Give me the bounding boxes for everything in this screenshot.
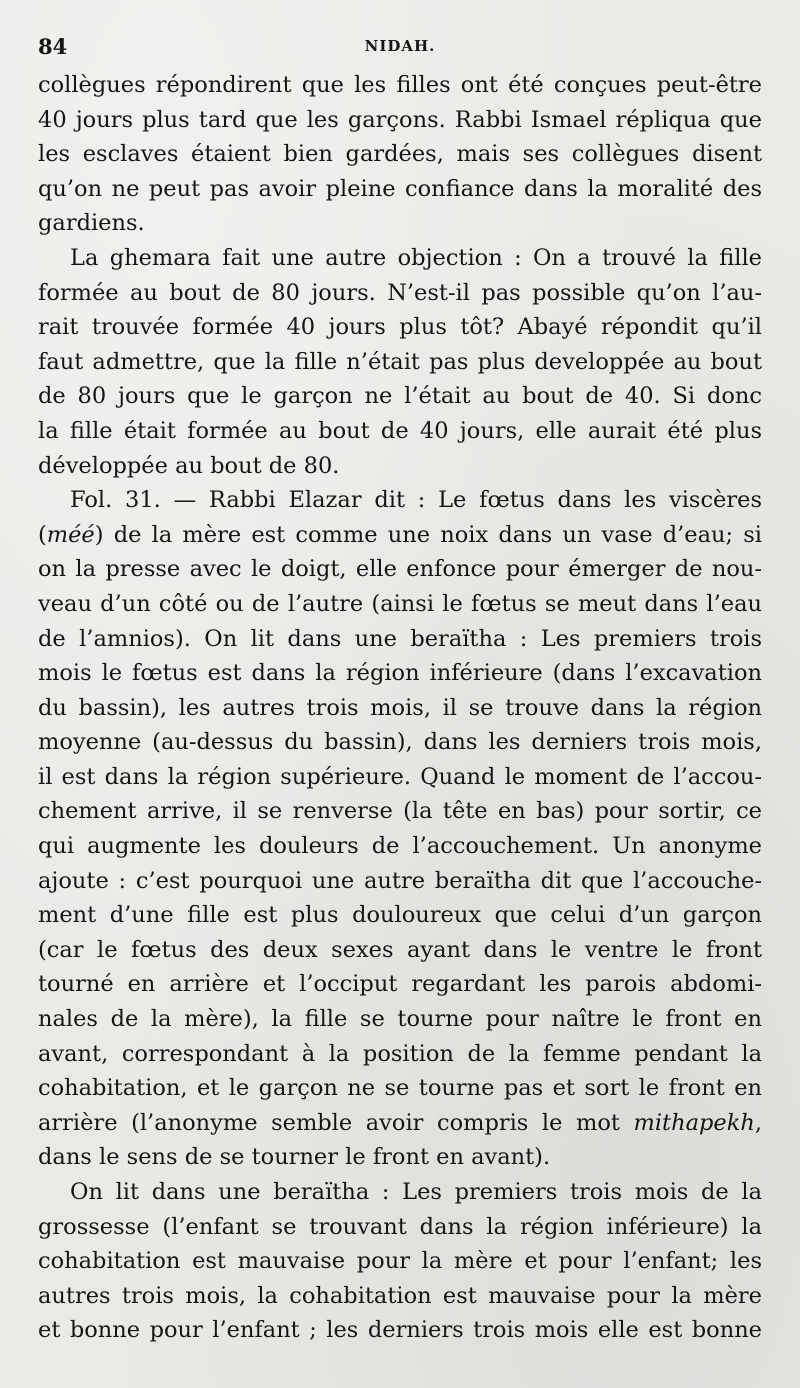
text-line: de l’amnios). On lit dans une beraïtha : Les premiers trois — [38, 625, 762, 652]
text-line: autres trois mois, la cohabitation est mauvaise pour la mère — [38, 1282, 762, 1309]
text-line: on la presse avec le doigt, elle enfonce pour émerger de nou- — [38, 556, 762, 583]
text-line: ajoute : c’est pourquoi une autre beraïtha dit que l’accouche- — [38, 867, 762, 894]
text-line: du bassin), les autres trois mois, il se trouve dans la région — [38, 694, 762, 721]
text-line — [38, 518, 762, 553]
paragraph-start-line: Fol. 31. — Rabbi Elazar dit : Le fœtus dans les viscères — [70, 487, 762, 514]
text-line: (car le fœtus des deux sexes ayant dans le ventre le front — [38, 936, 762, 963]
text-line: collègues répondirent que les filles ont été conçues peut-être — [38, 72, 762, 98]
text-line: qui augmente les douleurs de l’accouchement. Un anonyme — [38, 833, 762, 860]
text-line: rait trouvée formée 40 jours plus tôt? Abayé répondit qu’il — [38, 314, 762, 341]
text-line: dans le sens de se tourner le front en avant). — [38, 1144, 551, 1171]
italic-term: mithapekh — [633, 1109, 755, 1136]
text-line: veau d’un côté ou de l’autre (ainsi le fœtus se meut dans l’eau — [38, 590, 762, 617]
text-line: nales de la mère), la fille se tourne pour naître le front en — [38, 1006, 762, 1033]
text-line: formée au bout de 80 jours. N’est-il pas possible qu’on l’au- — [38, 279, 762, 306]
text-line: faut admettre, que la fille n’était pas plus developpée au bout — [38, 348, 762, 375]
text-line: développée au bout de 80. — [38, 452, 340, 479]
text-line: gardiens. — [38, 210, 145, 237]
text-fragment: arrière (l’anonyme semble avoir compris le mot — [38, 1109, 634, 1136]
text-line: de 80 jours que le garçon ne l’était au bout de 40. Si donc — [38, 383, 762, 410]
text-line: il est dans la région supérieure. Quand le moment de l’accou- — [38, 763, 762, 790]
text-line: cohabitation, et le garçon ne se tourne pas et sort le front en — [38, 1075, 762, 1102]
text-line: 40 jours plus tard que les garçons. Rabbi Ismael répliqua que — [38, 106, 762, 133]
text-line: ment d’une fille est plus douloureux que celui d’un garçon — [38, 902, 762, 929]
text-fragment: , — [754, 1109, 762, 1136]
text-line: les esclaves étaient bien gardées, mais ses collègues disent — [38, 141, 762, 168]
paragraph-start-line: La ghemara fait une autre objection : On a trouvé la fille — [70, 244, 762, 271]
running-head — [38, 30, 762, 60]
text-line: moyenne (au-dessus du bassin), dans les derniers trois mois, — [38, 729, 762, 756]
text-line: avant, correspondant à la position de la femme pendant la — [38, 1040, 762, 1067]
italic-term: méé — [46, 521, 95, 548]
text-fragment: ( — [38, 521, 47, 548]
text-line: grossesse (l’enfant se trouvant dans la région inférieure) la — [38, 1213, 762, 1240]
text-line: chement arrive, il se renverse (la tête en bas) pour sortir, ce — [38, 798, 762, 825]
paragraph-start-line: On lit dans une beraïtha : Les premiers trois mois de la — [70, 1179, 762, 1205]
text-line: et bonne pour l’enfant ; les derniers trois mois elle est bonne — [38, 1317, 762, 1344]
page-number: 84 — [38, 34, 68, 59]
text-line: la fille était formée au bout de 40 jours, elle aurait été plus — [38, 417, 762, 444]
text-line: tourné en arrière et l’occiput regardant les parois abdomi- — [38, 971, 762, 998]
text-line: cohabitation est mauvaise pour la mère et pour l’enfant; les — [38, 1248, 762, 1275]
text-fragment: ) de la mère est comme une noix dans un vase d’eau; si — [94, 521, 762, 548]
text-line — [38, 1106, 762, 1141]
text-line: mois le fœtus est dans la région inférieure (dans l’excavation — [38, 660, 762, 687]
running-title: NIDAH. — [364, 37, 436, 55]
text-line: qu’on ne peut pas avoir pleine confiance dans la moralité des — [38, 175, 762, 202]
body-text — [38, 68, 762, 1348]
